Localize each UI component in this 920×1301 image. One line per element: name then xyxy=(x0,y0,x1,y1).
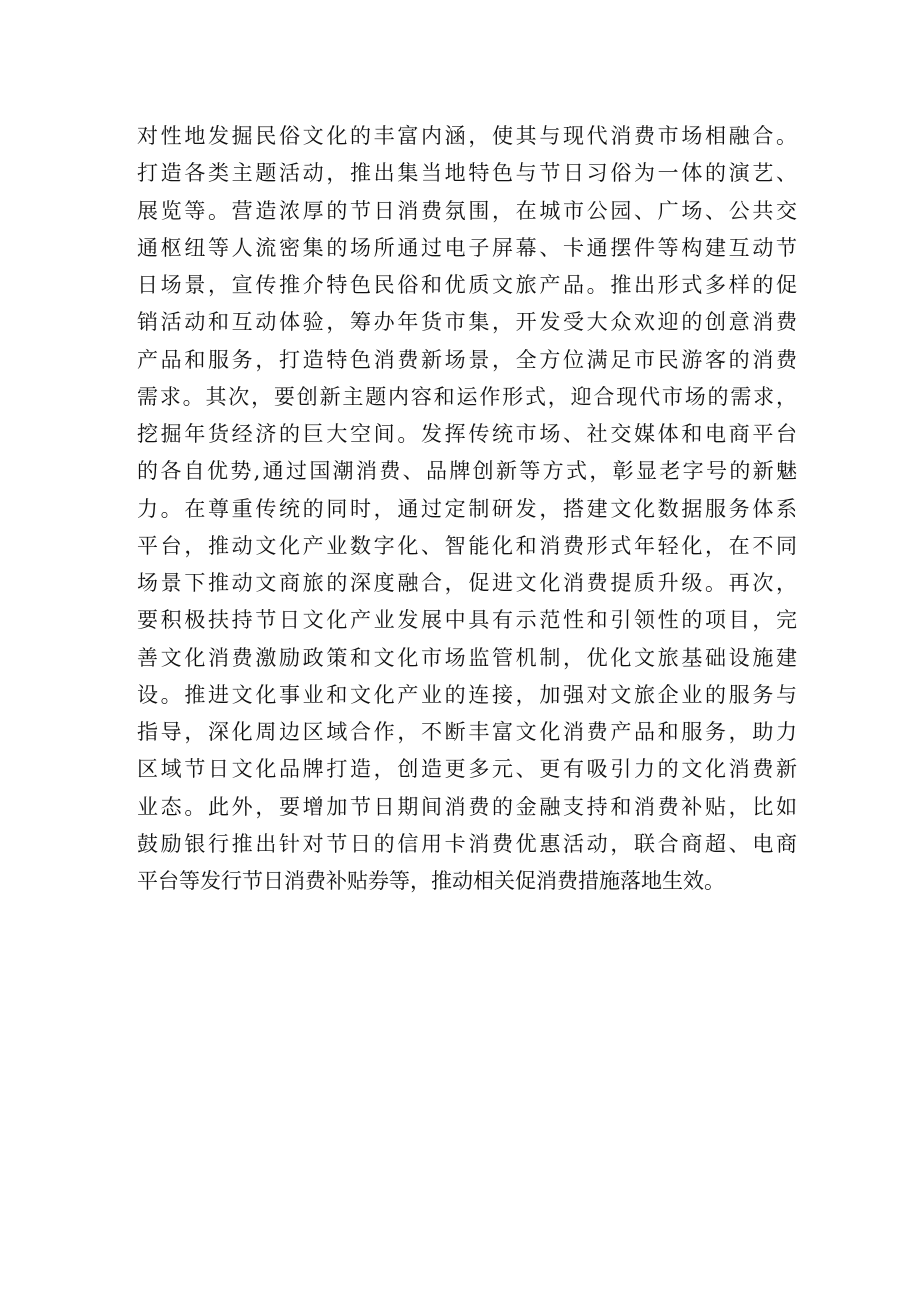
text-line-7: 产品和服务，打造特色消费新场景，全方位满足市民游客的消费 xyxy=(137,347,797,372)
text-line-20: 鼓励银行推出针对节日的信用卡消费优惠活动，联合商超、电商 xyxy=(137,831,797,856)
body-paragraph xyxy=(137,118,797,900)
text-line-5: 日场景，宣传推介特色民俗和优质文旅产品。推出形式多样的促 xyxy=(137,273,797,297)
text-line-3: 展览等。营造浓厚的节日消费氛围，在城市公园、广场、公共交 xyxy=(137,198,797,223)
text-line-12: 平台，推动文化产业数字化、智能化和消费形式年轻化，在不同 xyxy=(137,533,797,558)
text-line-4: 通枢纽等人流密集的场所通过电子屏幕、卡通摆件等构建互动节 xyxy=(137,235,797,260)
text-line-8: 需求。其次，要创新主题内容和运作形式，迎合现代市场的需求， xyxy=(137,384,797,409)
text-line-6: 销活动和互动体验，筹办年货市集，开发受大众欢迎的创意消费 xyxy=(137,310,797,335)
text-line-10: 的各自优势,通过国潮消费、品牌创新等方式，彰显老字号的新魅 xyxy=(137,459,797,484)
text-line-9: 挖掘年货经济的巨大空间。发挥传统市场、社交媒体和电商平台 xyxy=(137,422,797,446)
text-line-15: 善文化消费激励政策和文化市场监管机制，优化文旅基础设施建 xyxy=(137,645,797,670)
text-line-11: 力。在尊重传统的同时，通过定制研发，搭建文化数据服务体系 xyxy=(137,496,797,521)
text-line-18: 区域节日文化品牌打造，创造更多元、更有吸引力的文化消费新 xyxy=(137,757,797,782)
text-line-19: 业态。此外，要增加节日期间消费的金融支持和消费补贴，比如 xyxy=(137,794,797,819)
text-line-17: 指导，深化周边区域合作，不断丰富文化消费产品和服务，助力 xyxy=(137,720,797,744)
text-line-1: 对性地发掘民俗文化的丰富内涵，使其与现代消费市场相融合。 xyxy=(137,124,797,148)
text-line-16: 设。推进文化事业和文化产业的连接，加强对文旅企业的服务与 xyxy=(137,682,797,707)
text-line-13: 场景下推动文商旅的深度融合，促进文化消费提质升级。再次， xyxy=(137,571,797,595)
text-line-2: 打造各类主题活动，推出集当地特色与节日习俗为一体的演艺、 xyxy=(137,161,797,186)
text-line-14: 要积极扶持节日文化产业发展中具有示范性和引领性的项目，完 xyxy=(137,608,797,633)
text-line-21: 平台等发行节日消费补贴券等，推动相关促消费措施落地生效。 xyxy=(137,869,725,893)
